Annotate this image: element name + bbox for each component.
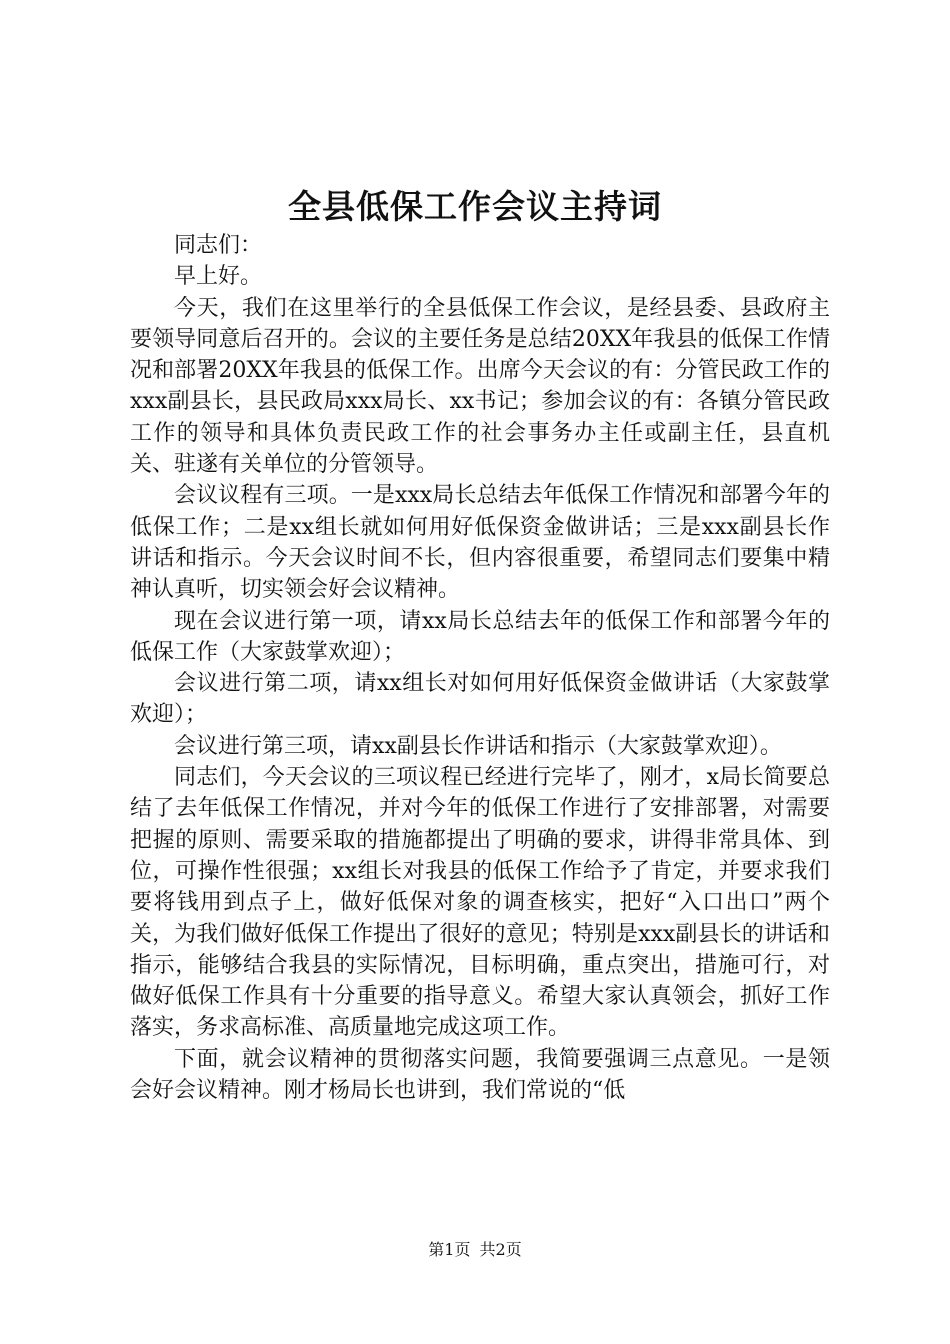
document-title: 全县低保工作会议主持词 bbox=[288, 187, 662, 226]
paragraph-agenda: 会议议程有三项。一是xxx局长总结去年低保工作情况和部署今年的低保工作；二是xx组长就如何用好低保资金做讲话；三是xxx副县长作讲话和指示。今天会议时间不长，但内容很重要，希望同志们要集中精神认真听，切实领会好会议精神。 bbox=[130, 483, 830, 603]
document-body bbox=[130, 230, 830, 1106]
paragraph-summary: 同志们，今天会议的三项议程已经进行完毕了，刚才，x局长简要总结了去年低保工作情况，并对今年的低保工作进行了安排部署，对需要把握的原则、需要采取的措施都提出了明确的要求，讲得非常具体、到位，可操作性很强；xx组长对我县的低保工作给予了肯定，并要求我们要将钱用到点子上，做好低保对象的调查核实，把好“入口出口”两个关，为我们做好低保工作提出了很好的意见；特别是xxx副县长的讲话和指示，能够结合我县的实际情况，目标明确，重点突出，措施可行，对做好低保工作具有十分重要的指导意义。希望大家认真领会，抓好工作落实，务求高标准、高质量地完成这项工作。 bbox=[130, 765, 830, 1041]
page-footer bbox=[0, 1239, 950, 1261]
paragraph-item-two: 会议进行第二项，请xx组长对如何用好低保资金做讲话（大家鼓掌欢迎）； bbox=[130, 671, 830, 728]
page-number: 第1页 bbox=[428, 1240, 471, 1259]
paragraph-greeting: 同志们： bbox=[174, 233, 263, 258]
paragraph-closing: 下面，就会议精神的贯彻落实问题，我简要强调三点意见。一是领会好会议精神。刚才杨局长也讲到，我们常说的“低 bbox=[130, 1046, 830, 1104]
paragraph-item-three: 会议进行第三项，请xx副县长作讲话和指示（大家鼓掌欢迎）。 bbox=[174, 733, 782, 759]
paragraph-item-one: 现在会议进行第一项，请xx局长总结去年的低保工作和部署今年的低保工作（大家鼓掌欢迎）； bbox=[130, 608, 830, 665]
paragraph-morning: 早上好。 bbox=[174, 264, 263, 290]
page-total: 共2页 bbox=[479, 1240, 522, 1259]
paragraph-intro: 今天，我们在这里举行的全县低保工作会议，是经县委、县政府主要领导同意后召开的。会议的主要任务是总结20XX年我县的低保工作情况和部署20XX年我县的低保工作。出席今天会议的有：分管民政工作的xxx副县长，县民政局xxx局长、xx书记；参加会议的有：各镇分管民政工作的领导和具体负责民政工作的社会事务办主任或副主任，县直机关、驻遂有关单位的分管领导。 bbox=[130, 295, 830, 478]
